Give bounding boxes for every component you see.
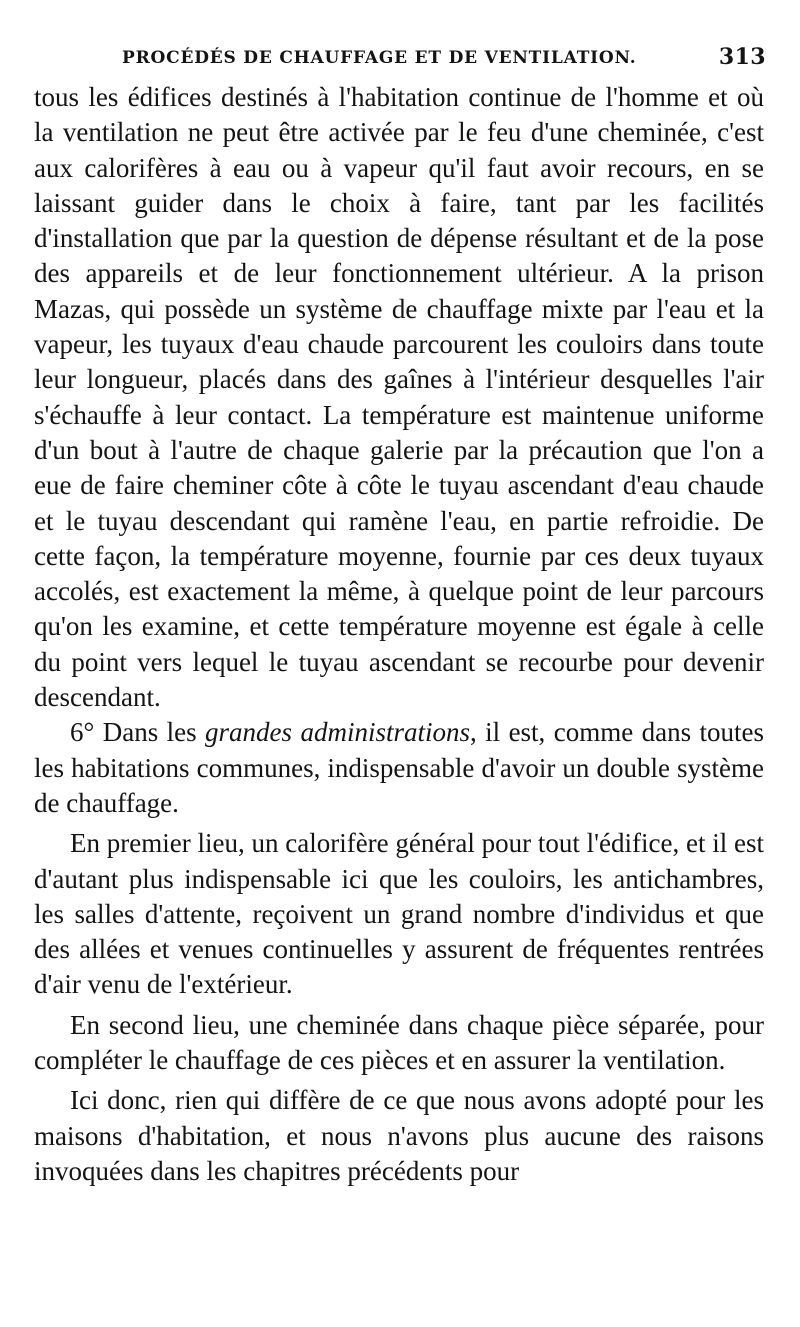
paragraph-2 xyxy=(34,715,764,821)
running-title: PROCÉDÉS DE CHAUFFAGE ET DE VENTILATION. xyxy=(122,48,637,68)
paragraph-4: En second lieu, une cheminée dans chaque pièce séparée, pour compléter le chauffage de ces pièces et en assurer la ventilation. xyxy=(34,1009,764,1076)
book-page xyxy=(34,42,764,1189)
emphasis-grandes-administrations: grandes administrations xyxy=(205,717,470,748)
page-number: 313 xyxy=(718,44,766,70)
paragraph-2-rest: , il est, comme dans toutes les habitations communes, indispensable d'avoir un double système de chauffage. xyxy=(34,717,765,818)
paragraph-2-start: 6° Dans les xyxy=(70,717,206,748)
paragraph-3: En premier lieu, un calorifère général pour tout l'édifice, et il est d'autant plus indispensable ici que les couloirs, les antichambres, les salles d'attente, reçoivent un grand nombre d'individus et que des allées et venues continuelles y assurent de fréquentes rentrées d'air venu de l'extérieur. xyxy=(34,828,764,1000)
page-header xyxy=(34,42,764,80)
body-text xyxy=(34,80,764,1189)
paragraph-5: Ici donc, rien qui diffère de ce que nous avons adopté pour les maisons d'habitation, et nous n'avons plus aucune des raisons invoquées dans les chapitres précédents pour xyxy=(34,1085,764,1186)
paragraph-1: tous les édifices destinés à l'habitation continue de l'homme et où la ventilation ne peut être activée par le feu d'une cheminée, c'est aux calorifères à eau ou à vapeur qu'il faut avoir recours, en se laissant guider dans le choix à faire, tant par les facilités d'installation que par la question de dépense résultant et de la pose des appareils et de leur fonctionnement ultérieur. A la prison Mazas, qui possède un système de chauffage mixte par l'eau et la vapeur, les tuyaux d'eau chaude parcourent les couloirs dans toute leur longueur, placés dans des gaînes à l'intérieur desquelles l'air s'échauffe à leur contact. La température est maintenue uniforme d'un bout à l'autre de chaque galerie par la précaution que l'on a eue de faire cheminer côte à côte le tuyau ascendant d'eau chaude et le tuyau descendant qui ramène l'eau, en partie refroidie. De cette façon, la température moyenne, fournie par ces deux tuyaux accolés, est exactement la même, à quelque point de leur parcours qu'on les examine, et cette température moyenne est égale à celle du point vers lequel le tuyau ascendant se recourbe pour devenir descendant. xyxy=(34,82,764,713)
